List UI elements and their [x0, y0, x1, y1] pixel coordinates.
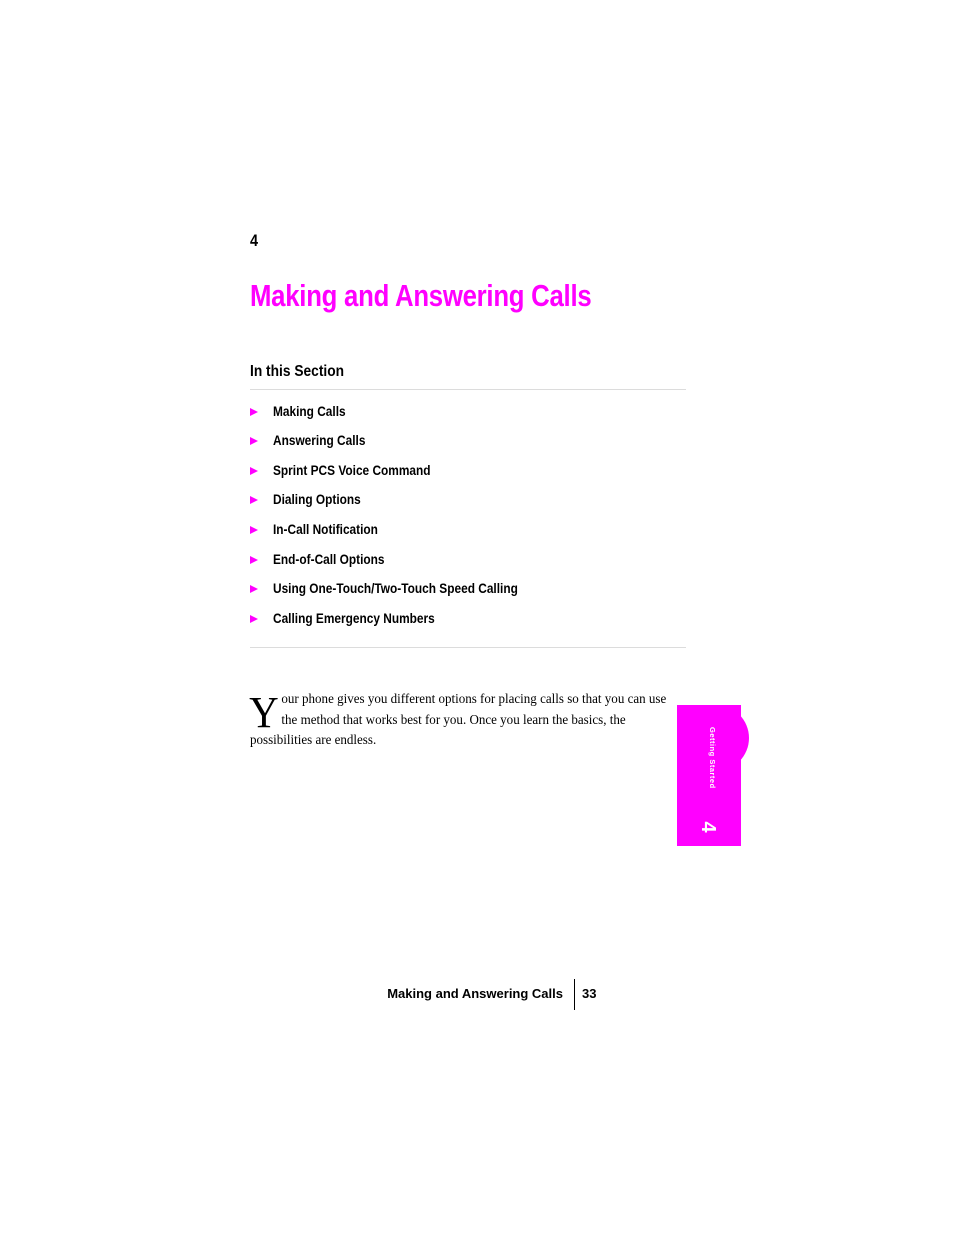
drop-cap: Y: [249, 688, 279, 737]
arrow-right-icon: [250, 437, 258, 445]
side-tab-label: Getting Started: [708, 727, 717, 789]
intro-text: our phone gives you different options for placing calls so that you can use the method that works best for you. Once you learn the basics, the possibilities are endless.: [250, 692, 667, 748]
chapter-number: 4: [250, 231, 259, 250]
footer-title: Making and Answering Calls: [387, 986, 563, 1001]
list-item-label[interactable]: Using One-Touch/Two-Touch Speed Calling: [273, 581, 518, 596]
footer-separator: [574, 979, 575, 1010]
list-item-label[interactable]: Calling Emergency Numbers: [273, 611, 435, 626]
arrow-right-icon: [250, 496, 258, 504]
list-item-label[interactable]: In-Call Notification: [273, 522, 378, 537]
arrow-right-icon: [250, 467, 258, 475]
list-item-label[interactable]: Sprint PCS Voice Command: [273, 463, 431, 478]
section-heading: In this Section: [250, 363, 345, 380]
page-number: 33: [582, 986, 597, 1001]
chapter-title: Making and Answering Calls: [250, 278, 592, 313]
arrow-right-icon: [250, 408, 258, 416]
list-item-label[interactable]: Answering Calls: [273, 433, 366, 448]
arrow-right-icon: [250, 615, 258, 623]
list-item-label[interactable]: Making Calls: [273, 404, 346, 419]
top-divider: [250, 389, 686, 390]
arrow-right-icon: [250, 556, 258, 564]
side-tab-number: 4: [697, 821, 719, 833]
intro-paragraph: [250, 690, 680, 752]
arrow-right-icon: [250, 526, 258, 534]
list-item-label[interactable]: Dialing Options: [273, 492, 361, 507]
arrow-right-icon: [250, 585, 258, 593]
bottom-divider: [250, 647, 686, 648]
list-item-label[interactable]: End-of-Call Options: [273, 552, 385, 567]
